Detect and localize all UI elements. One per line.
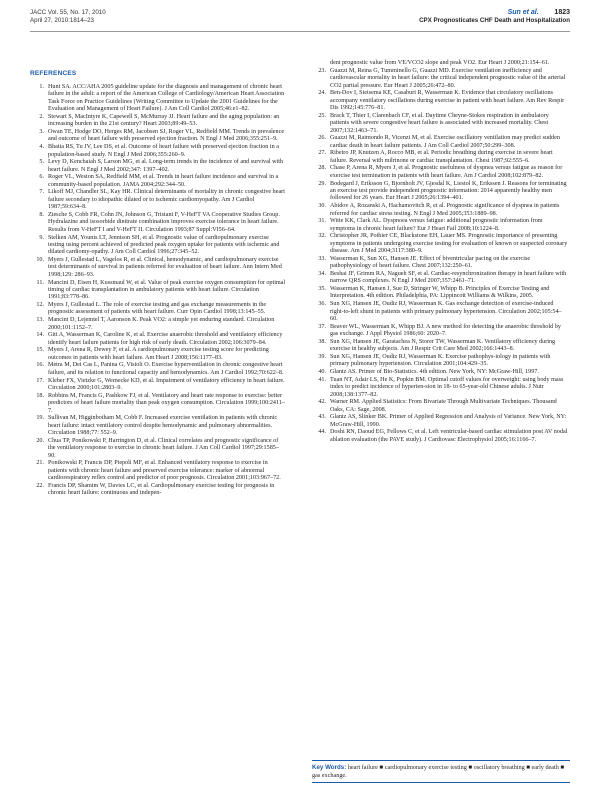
reference-item xyxy=(30,302,286,317)
reference-item xyxy=(312,60,568,67)
reference-text: Beaver WL, Wasserman K, Whipp BJ. A new method for detecting the anaerobic threshold by gas exchange. J Appl Physiol 1986;60: 2020–7. xyxy=(330,323,561,338)
reference-item xyxy=(312,218,568,233)
reference-number: 28. xyxy=(318,165,326,172)
reference-text: Ribeiro JP, Knutzen A, Rocco MB, et al. Periodic breathing during exercise in severe heart failure. Reversal with milrinone or cardiac transplantation. Chest 1987;92:555–6. xyxy=(330,150,553,164)
reference-item xyxy=(30,257,286,279)
keywords-box xyxy=(312,760,570,783)
reference-text: Tuan NT, Adair LS, He K, Popkin BM. Optimal cutoff values for overweight: using body mass index to predict incidence of hyperten-sion in 18- to 65-year-old Chinese adults. J Nutr 2008;138:1377–82. xyxy=(330,376,564,398)
reference-text: Chase P, Arena R, Myers J, et al. Prognostic usefulness of dyspnea versus fatigue as reason for exercise test termination in patients with heart failure. Am J Cardiol 2008;102:879–82. xyxy=(330,165,563,179)
reference-text: Stelken AM, Younis LT, Jennison SH, et al. Prognostic value of cardiopulmonary exercise testing using percent achieved of predicted peak oxygen uptake for patients with ischemic and dilated cardiomy-opathy. J Am Coll Cardiol 1996;27:345–52. xyxy=(48,234,280,256)
reference-item xyxy=(30,189,286,211)
reference-number: 32. xyxy=(318,233,326,240)
reference-item xyxy=(30,438,286,460)
running-authors: Sun et al. xyxy=(507,9,539,16)
reference-item xyxy=(312,150,568,165)
reference-text: Bhatia RS, Tu JV, Lee DS, et al. Outcome of heart failure with preserved ejection fraction in a population-based study. N Engl J Med 2006;355:260–9. xyxy=(48,144,279,158)
reference-number: 29. xyxy=(318,180,326,187)
reference-number: 24. xyxy=(318,90,326,97)
reference-text: Guazzi M, Raimondo R, Vicenzi M, et al. Exercise oscillatory ventilation may predict sudden cardiac death in heart failure patients. J Am Coll Cardiol 2007;50:299–308. xyxy=(330,135,560,149)
reference-text: Glantz AS. Primer of Bio-Statistics. 4th edition. New York, NY: McGraw-Hill, 1997. xyxy=(330,369,539,375)
reference-item xyxy=(30,317,286,332)
reference-item xyxy=(30,332,286,347)
reference-text: Francis DP, Shamim W, Davies LC, et al. Cardiopulmonary exercise testing for prognosis in chronic heart failure: continuous and indepen- xyxy=(48,482,275,497)
reference-number: 21. xyxy=(36,460,44,467)
reference-text: Ponikowski P, Francis DP, Piepoli MF, et al. Enhanced ventilatory response to exercise in patients with chronic heart failure and preserved exercise tolerance: marker of abnormal cardiorespiratory reflex control and predictor of poor prognosis. Circulation 2001;103:967–72. xyxy=(48,460,281,482)
reference-text: Kleber FX, Vietzke G, Wernecke KD, et al. Impairment of ventilatory efficiency in heart failure. Circulation 2000;101:2803–9. xyxy=(48,377,285,391)
reference-text: Wasserman K, Sun XG, Hansen JE. Effect of biventricular pacing on the exercise pathophysiology of heart failure. Chest 2007;132:250–61. xyxy=(330,255,531,270)
reference-text: Brack T, Thier I, Clarenbach CF, et al. Daytime Cheyne-Stokes respiration in ambulatory patients with severe congestive heart failure is associated with increased mortality. Chest 2007;132:1463–71. xyxy=(330,112,549,134)
reference-item xyxy=(30,460,286,482)
reference-item xyxy=(30,347,286,362)
reference-text: Christopher JR, Pothier CE, Blackstone EH, Lauer MS. Prognostic importance of presenting symptoms in patients undergoing exercise testing for evaluation of known or suspected coronary disease. Am J Med 2004;3117:380–9. xyxy=(330,233,568,255)
reference-item xyxy=(312,429,568,444)
reference-item xyxy=(30,393,286,415)
reference-text: Roger VL, Weston SA, Redfield MM, et al. Trends in heart failure incidence and survival in a community-based population. JAMA 2004;292:344–50. xyxy=(48,174,279,188)
keywords-text: heart failure ■ cardiopulmonary exercise testing ■ oscillatory breathing ■ early death ■ gas exchange. xyxy=(312,764,565,779)
running-title: CPX Prognosticates CHF Death and Hospitalization xyxy=(419,17,570,24)
reference-item xyxy=(30,129,286,144)
reference-number: 44. xyxy=(318,429,326,436)
reference-number: 31. xyxy=(318,218,326,225)
reference-number: 1. xyxy=(39,84,44,90)
reference-number: 35. xyxy=(318,286,326,293)
reference-number: 33. xyxy=(318,255,326,262)
reference-number: 19. xyxy=(36,415,44,422)
reference-number: 8. xyxy=(39,211,44,218)
reference-text: Mancini D, Eisen H, Kussmaul W, et al. Value of peak exercise oxygen consumption for optimal timing of cardiac transplantation in ambulatory patients with heart failure. Circulation 1991;83:778–86. xyxy=(48,279,286,301)
references-left-column xyxy=(30,84,286,498)
reference-number: 22. xyxy=(36,482,44,489)
reference-item xyxy=(30,84,286,114)
reference-number: 25. xyxy=(318,112,326,119)
keywords-label: Key Words: xyxy=(312,764,347,771)
reference-number: 20. xyxy=(36,437,44,444)
reference-number: 37. xyxy=(318,323,326,330)
reference-number: 2. xyxy=(39,113,44,120)
reference-item xyxy=(312,271,568,286)
reference-number: 26. xyxy=(318,135,326,142)
reference-number: 13. xyxy=(36,317,44,324)
journal-date-pages: April 27, 2010:1814–23 xyxy=(30,17,94,24)
reference-item xyxy=(30,235,286,257)
reference-item xyxy=(312,377,568,399)
reference-text: Ben-Dov I, Sietsema KE, Casaburi R, Wasserman K. Evidence that circulatory oscillations accompany ventilatory oscillations during exercise in patient with heart failure. Am Rev Respir Dis 1992;145:776–81. xyxy=(330,90,565,112)
journal-citation xyxy=(30,9,106,25)
reference-item xyxy=(30,378,286,393)
reference-number: 27. xyxy=(318,150,326,157)
reference-item xyxy=(312,68,568,90)
reference-item xyxy=(30,212,286,234)
reference-text: Likoff MJ, Chandler SL, Kay HR. Clinical determinants of mortality in chronic congestive heart failure secondary to idiopathic dilated or to ischemic cardiomyopathy. Am J Cardiol 1987;59:634–8. xyxy=(48,189,285,211)
reference-item xyxy=(312,301,568,323)
reference-text: Sullivan M, Higginbotham M, Cobb F. Increased exercise ventilation in patients with chronic heart failure: intact ventilatory control despite hemodynamic and pulmonary abnormalities. Circulation 1988;77: 552–9. xyxy=(48,415,278,437)
reference-item xyxy=(312,113,568,135)
reference-text: Myers J, Gullestad L. The role of exercise testing and gas exchange measurements in the prognostic assessment of patients with heart failure. Curr Opin Cardiol 1998;13:145–55. xyxy=(48,302,267,316)
reference-text: Levy D, Kenchaiah S, Larson MG, et al. Long-term trends in the incidence of and survival with heart failure. N Engl J Med 2002;347: 1397–402. xyxy=(48,159,283,173)
reference-item xyxy=(312,286,568,301)
reference-text: Sun XG, Hansen JE, Garatachea N, Storer TW, Wasserman K. Ventilatory efficiency during exercise in healthy subjects. Am J Respir Crit Care Med 2002;166:1443–8. xyxy=(330,338,556,353)
running-header xyxy=(419,9,570,25)
reference-text: Metra M, Dei Cas L, Panina G, Visioli O. Exercise hyperventilation in chronic congestive heart failure, and its relation to functional capacity and hemodynamics. Am J Cardiol 1992;70:622–8. xyxy=(48,362,284,376)
reference-number: 7. xyxy=(39,189,44,196)
reference-number: 11. xyxy=(36,279,44,286)
reference-number: 23. xyxy=(318,67,326,74)
reference-text: Robbins M, Francis G, Pashkow FJ, et al. Ventilatory and heart rate response to exercise: better predictors of heart failure mortality than peak oxygen consumption. Circulation 1999;100:2411–7. xyxy=(48,392,285,414)
reference-item xyxy=(312,324,568,339)
reference-text: Ziesche S, Cobb FR, Cohn JN, Johnson G, Tristani F, V-HeFT VA Cooperative Studies Group. Hydralazine and isosorbide dinitrate combination improves exercise tolerance in heart failure. Results from V-HeFT I and V-HeFT II. Circulation 1993;87 Suppl:VI56–64. xyxy=(48,211,280,233)
reference-text: Owan TE, Hodge DO, Herges RM, Jacobsen SJ, Roger VL, Redfield MM. Trends in prevalence and outcome of heart failure with preserved ejection fraction. N Engl J Med 2006;355:251–9. xyxy=(48,129,285,143)
reference-text: Sun XG, Hansen JE, Oudiz RJ, Wasserman K. Exercise pathophys-iology in patients with primary pulmonary hypertension. Circulation 2001;104:429–35. xyxy=(330,353,551,368)
reference-number: 14. xyxy=(36,332,44,339)
reference-item xyxy=(312,399,568,414)
reference-number: 9. xyxy=(39,234,44,241)
reference-number: 40. xyxy=(318,369,326,375)
reference-text: Beshai JF, Grimm RA, Nagueh SF, et al. Cardiac-resynchronization therapy in heart failure with narrow QRS complexes. N Engl J Med 2007;357:2461–71. xyxy=(330,270,567,285)
references-right-column xyxy=(312,60,568,445)
reference-number: 6. xyxy=(39,174,44,181)
reference-text: dent prognostic value from VE/VCO2 slope and peak VO2. Eur Heart J 2000;21:154–61. xyxy=(330,60,550,66)
reference-text: Sun XG, Hansen JE, Oudiz RJ, Wasserman K. Gas exchange detection of exercise-induced right-to-left shunt in patients with primary pulmonary hypertension. Circulation 2002;105:54–60. xyxy=(330,301,562,322)
reference-item xyxy=(30,483,286,498)
reference-text: Wasserman K, Hansen J, Sue D, Stringer W, Whipp B. Principles of Exercise Testing and Interpretation. 4th edition. Philadelphia, PA: Lippincott Williams & Wilkins, 2005. xyxy=(330,286,550,300)
reference-number: 3. xyxy=(39,129,44,136)
reference-text: Warner RM. Applied Statistics: From Bivariate Through Multivariate Techniques. Thousand Oaks, CA: Sage, 2008. xyxy=(330,399,557,413)
reference-number: 42. xyxy=(318,399,326,406)
reference-number: 34. xyxy=(318,270,326,277)
reference-text: Glantz AS, Slinker BK. Primer of Applied Regression and Analysis of Variance. New York, NY: McGraw-Hill, 1990. xyxy=(330,414,567,428)
reference-item xyxy=(30,280,286,302)
reference-text: Abidov A, Rozanski A, Hachamovitch R, et al. Prognostic significance of dyspnea in patients referred for cardiac stress testing. N Engl J Med 2005;353:1889–98. xyxy=(330,203,560,217)
reference-number: 38. xyxy=(318,338,326,345)
reference-number: 18. xyxy=(36,392,44,399)
reference-item xyxy=(312,165,568,180)
reference-text: Myers J, Gullestad L, Vagelos R, et al. Clinical, hemodynamic, and cardiopulmonary exercise test determinants of survival in patients referred for evaluation of heart failure. Ann Intern Med 1998;129: 286–93. xyxy=(48,257,282,278)
reference-item xyxy=(312,181,568,203)
reference-text: Chua TP, Ponikowski P, Harrington D, et al. Clinical correlates and prognostic significance of the ventilatory response to exercise in chronic heart failure. J Am Coll Cardiol 1997;29:1585–90. xyxy=(48,437,279,459)
reference-number: 10. xyxy=(36,257,44,264)
reference-item xyxy=(312,369,568,376)
reference-number: 17. xyxy=(36,377,44,384)
reference-item xyxy=(312,414,568,429)
reference-number: 30. xyxy=(318,203,326,210)
reference-text: Gitt A, Wasserman K, Caroline K, et al. Exercise anaerobic threshold and ventilatory efficiency identify heart failure patients for high risk of early death. Circulation 2002;106:3079–84. xyxy=(48,332,283,346)
reference-number: 16. xyxy=(36,362,44,369)
reference-text: Mancini D, Lejemtel T, Aaronson K. Peak VO2: a simple yet enduring standard. Circulation 2000;101:1152–7. xyxy=(48,317,275,331)
header-rule xyxy=(30,31,570,32)
reference-number: 15. xyxy=(36,347,44,354)
reference-number: 36. xyxy=(318,301,326,308)
reference-item xyxy=(312,90,568,112)
reference-text: Hunt SA. ACC/AHA 2005 guideline update for the diagnosis and management of chronic heart failure in the adult: a report of the American College of Cardiology/American Heart Association Task Force on Practice Guidelines (Writing Committee to Update the 2001 Guidelines for the Evaluation and Management of Heart Failure). J Am Coll Cardiol 2005;46:e1–82. xyxy=(48,84,285,113)
reference-item xyxy=(312,256,568,271)
reference-item xyxy=(30,114,286,129)
reference-item xyxy=(30,159,286,174)
reference-item xyxy=(30,144,286,159)
reference-item xyxy=(30,174,286,189)
reference-number: 41. xyxy=(318,376,326,383)
reference-item xyxy=(312,203,568,218)
reference-number: 39. xyxy=(318,353,326,360)
reference-text: Witte KK, Clark AL. Dyspnoea versus fatigue: additional prognostic information from symptoms in chronic heart failure? Eur J Heart Fail 2008;10:1224–8. xyxy=(330,218,543,232)
journal-volume: JACC Vol. 55, No. 17, 2010 xyxy=(30,9,106,16)
reference-item xyxy=(312,339,568,354)
reference-item xyxy=(312,233,568,255)
reference-text: Doshi RN, Daoud EG, Fellows C, et al. Left ventricular-based cardiac stimulation post AV nodal ablation evaluation (the PAVE study). J Cardiovasc Electrophysiol 2005;16:1166–7. xyxy=(330,429,568,443)
reference-number: 5. xyxy=(39,159,44,166)
reference-text: Stewart S, MacIntyre K, Capewell S, McMurray JJ. Heart failure and the aging population: an increasing burden in the 21st century? Heart 2003;89:49–53. xyxy=(48,113,280,128)
references-heading: REFERENCES xyxy=(30,70,77,77)
reference-item xyxy=(30,415,286,437)
reference-item xyxy=(312,354,568,369)
reference-number: 12. xyxy=(36,302,44,309)
reference-text: Myers J, Arena R, Dewey F, et al. A cardiopulmonary exercise testing score for predicting outcomes in patients with heart failure. Am Heart J 2008;156:1177–83. xyxy=(48,347,269,361)
reference-item xyxy=(312,135,568,150)
reference-text: Bodegard J, Eriksson G, Bjornholt JV, Gjesdal K, Liestol K, Erikssen J. Reasons for terminating an exercise test provide independent prognostic information: 2014 apparently healthy men followed for 26 years. Eur Heart J 2005;26:1394–401. xyxy=(330,180,567,202)
reference-number: 4. xyxy=(39,144,44,151)
reference-number: 43. xyxy=(318,414,326,421)
page-number: 1823 xyxy=(554,9,570,16)
reference-item xyxy=(30,362,286,377)
reference-text: Guazzi M, Reina G, Tumminello G, Guazzi MD. Exercise ventilation inefficiency and cardiovascular mortality in heart failure: the critical independent prognostic value of the arterial CO2 partial pressure. Eur Heart J 2005;26:472–80. xyxy=(330,67,566,89)
